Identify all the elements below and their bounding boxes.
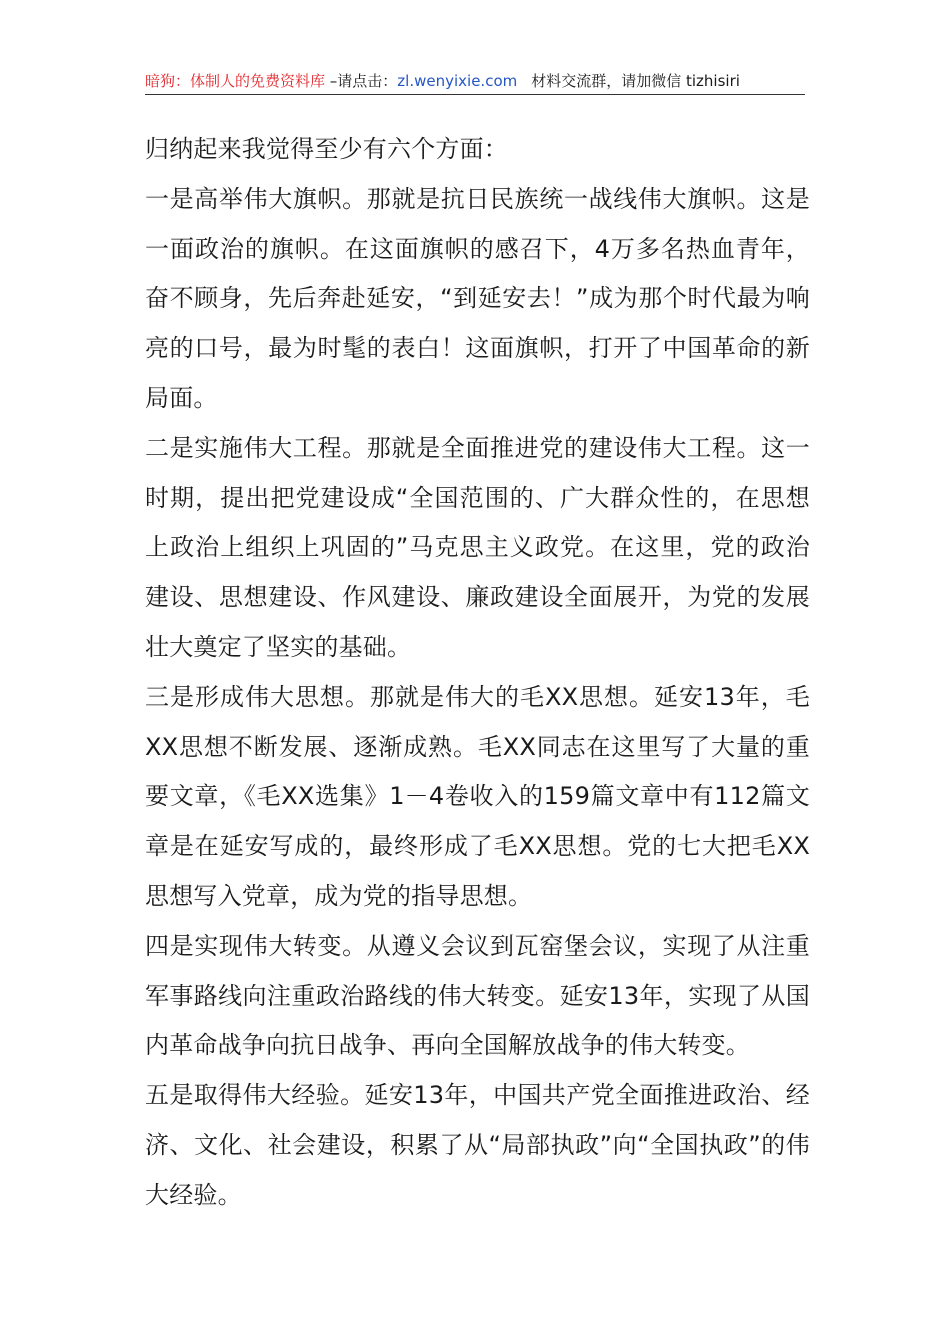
paragraph-4: 四是实现伟大转变。从遵义会议到瓦窑堡会议，实现了从注重军事路线向注重政治路线的伟大转变。延安13年，实现了从国内革命战争向抗日战争、再向全国解放战争的伟大转变。 <box>145 931 810 1060</box>
document-body <box>145 125 810 1221</box>
paragraph-5: 五是取得伟大经验。延安13年，中国共产党全面推进政治、经济、文化、社会建设，积累了从“局部执政”向“全国执政”的伟大经验。 <box>145 1081 810 1209</box>
header-separator: –请点击： <box>325 72 398 90</box>
header-url-link[interactable]: zl.wenyixie.com <box>397 72 518 90</box>
page-header <box>145 68 805 95</box>
header-contact: 材料交流群，请加微信 tizhisiri <box>531 72 740 90</box>
paragraph-2: 二是实施伟大工程。那就是全面推进党的建设伟大工程。这一时期，提出把党建设成“全国范围的、广大群众性的，在思想上政治上组织上巩固的”马克思主义政党。在这里，党的政治建设、思想建设、作风建设、廉政建设全面展开，为党的发展壮大奠定了坚实的基础。 <box>145 433 810 661</box>
paragraph-1: 一是高举伟大旗帜。那就是抗日民族统一战线伟大旗帜。这是一面政治的旗帜。在这面旗帜的感召下，4万多名热血青年，奋不顾身，先后奔赴延安，“到延安去！”成为那个时代最为响亮的口号，最为时髦的表白！这面旗帜，打开了中国革命的新局面。 <box>145 184 810 412</box>
header-brand: 暗狗：体制人的免费资料库 <box>145 72 326 90</box>
paragraph-3: 三是形成伟大思想。那就是伟大的毛XX思想。延安13年，毛XX思想不断发展、逐渐成熟。毛XX同志在这里写了大量的重要文章，《毛XX选集》1－4卷收入的159篇文章中有112篇文章是在延安写成的，最终形成了毛XX思想。党的七大把毛XX思想写入党章，成为党的指导思想。 <box>145 682 810 910</box>
intro-paragraph: 归纳起来我觉得至少有六个方面： <box>145 135 508 163</box>
